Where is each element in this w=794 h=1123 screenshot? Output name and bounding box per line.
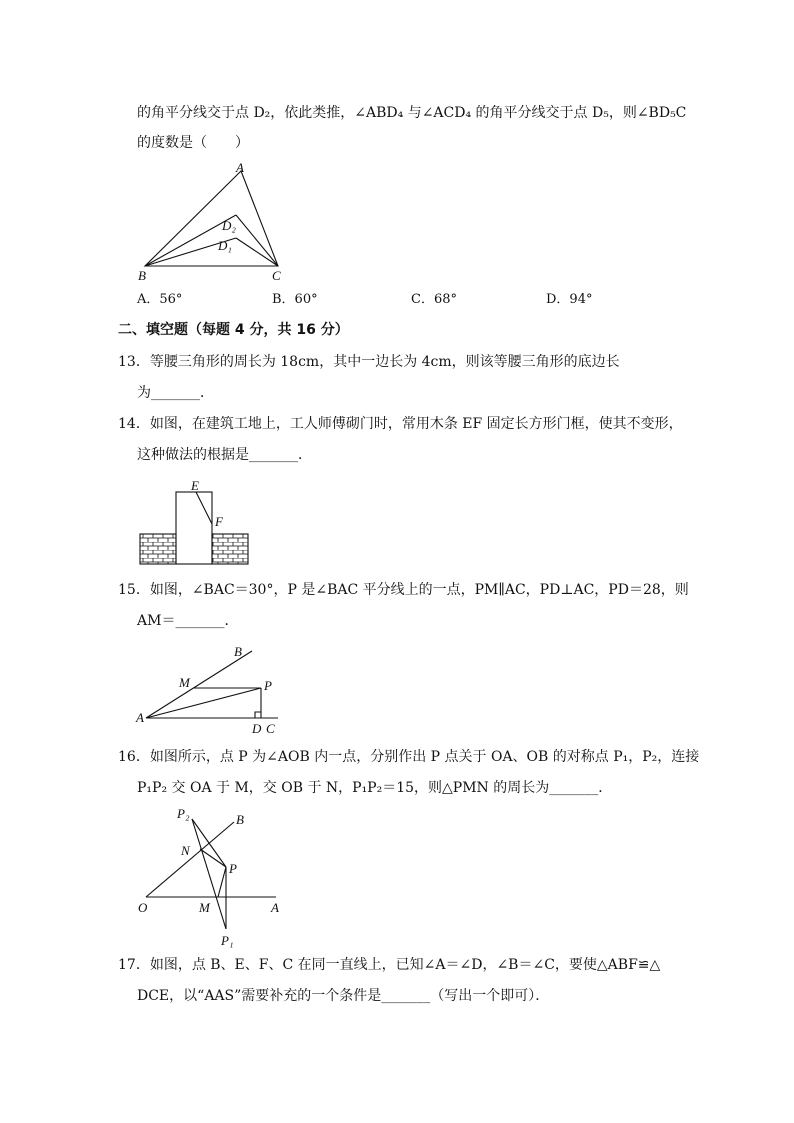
q12-option-d: D．94° <box>546 292 593 307</box>
label-d2: D₂ <box>222 218 236 233</box>
q13-text-line2: 为_______． <box>137 385 214 401</box>
right-angle-mark <box>255 712 261 718</box>
label-p: P <box>229 861 237 876</box>
label-m: M <box>179 675 190 690</box>
label-d: D <box>252 721 262 736</box>
label-m: M <box>199 900 210 915</box>
q16-reflection-figure <box>136 805 286 950</box>
q17-text-line1: 17．如图，点 B、E、F、C 在同一直线上，已知∠A＝∠D，∠B＝∠C，要使△ABF≌△ <box>118 957 661 973</box>
door-frame <box>176 492 212 564</box>
q16-text-line1: 16．如图所示，点 P 为∠AOB 内一点，分别作出 P 点关于 OA、OB 的对称点 P₁，P₂，连接 <box>118 749 700 765</box>
label-a: A <box>271 900 279 915</box>
segment-pm <box>218 867 226 897</box>
section-title-fill-in: 二、填空题（每题 4 分，共 16 分） <box>118 322 349 338</box>
segment-p-p2 <box>192 819 226 867</box>
q13-text-line1: 13．等腰三角形的周长为 18cm，其中一边长为 4cm，则该等腰三角形的底边长 <box>118 354 620 370</box>
q12-triangle-figure <box>130 160 300 285</box>
q12-text-line1: 的角平分线交于点 D₂，依此类推，∠ABD₄ 与∠ACD₄ 的角平分线交于点 D₅，则∠BD₅C <box>137 105 687 121</box>
label-b: B <box>138 268 146 283</box>
q16-text-line2: P₁P₂ 交 OA 于 M，交 OB 于 N，P₁P₂＝15，则△PMN 的周长为_______． <box>137 780 613 796</box>
segment-d2-c <box>236 215 278 266</box>
label-n: N <box>181 843 190 858</box>
label-b: B <box>234 644 242 659</box>
label-d1: D₁ <box>218 238 232 253</box>
brace-ef <box>196 492 212 524</box>
q15-text-line1: 15．如图，∠BAC＝30°，P 是∠BAC 平分线上的一点，PM∥AC，PD⊥AC，PD＝28，则 <box>118 582 689 598</box>
q12-text-line2: 的度数是（ ） <box>137 135 249 151</box>
label-c: C <box>266 721 275 736</box>
q14-text-line2: 这种做法的根据是_______． <box>137 447 312 463</box>
label-e: E <box>191 478 199 493</box>
segment-d1-c <box>236 238 278 266</box>
q12-option-a: A．56° <box>137 292 183 307</box>
triangle-abc <box>145 171 278 266</box>
ray-ab <box>146 651 252 718</box>
label-a: A <box>136 710 144 725</box>
q15-text-line2: AM＝_______． <box>137 613 239 629</box>
segment-ap <box>146 688 261 718</box>
label-c: C <box>272 268 281 283</box>
label-a: A <box>236 160 244 175</box>
label-f: F <box>215 514 223 529</box>
brick-wall-right <box>212 534 248 564</box>
brick-wall-left <box>140 534 176 564</box>
label-b: B <box>236 812 244 827</box>
label-p: P <box>264 678 272 693</box>
q15-angle-figure <box>136 642 286 737</box>
q17-text-line2: DCE，以“AAS”需要补充的一个条件是_______（写出一个即可）． <box>137 988 550 1004</box>
q12-option-b: B．60° <box>272 292 318 307</box>
q14-text-line1: 14．如图，在建筑工地上，工人师傅砌门时，常用木条 EF 固定长方形门框，使其不变形， <box>118 416 683 432</box>
q14-door-frame-figure <box>138 478 253 570</box>
label-o: O <box>138 900 148 915</box>
label-p2: P₂ <box>177 806 190 821</box>
q12-option-c: C．68° <box>411 292 457 307</box>
label-p1: P₁ <box>221 933 234 948</box>
